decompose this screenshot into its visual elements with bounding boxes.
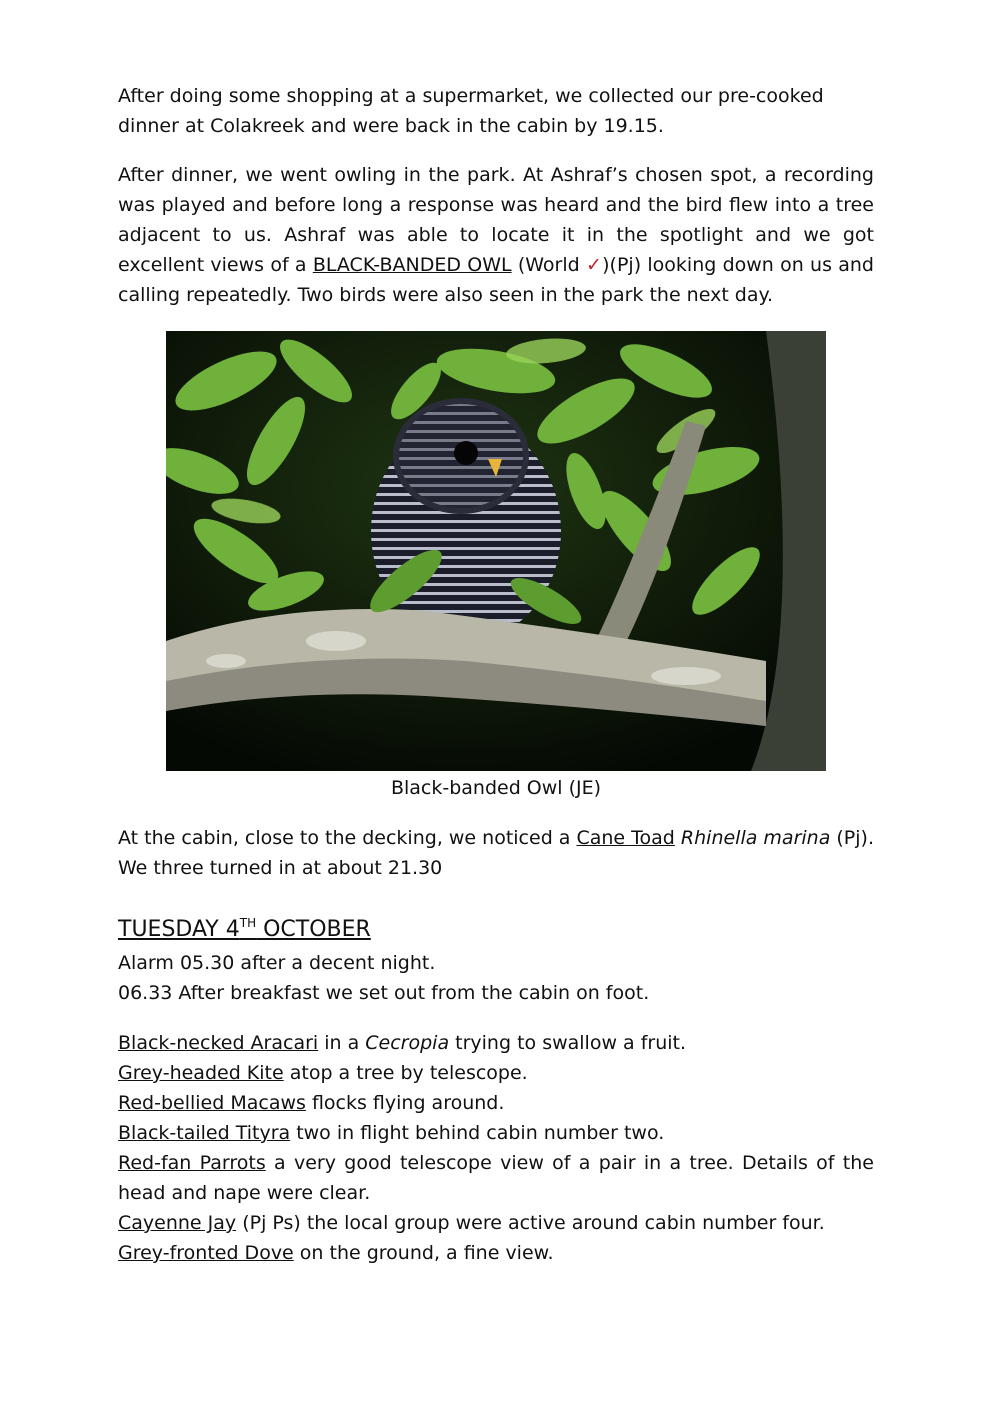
tick-icon: ✓: [585, 254, 603, 276]
sighting-item: Grey-fronted Dove on the ground, a fine view.: [118, 1242, 554, 1264]
sightings-list: [118, 1028, 874, 1268]
owl-photo: [166, 331, 826, 771]
species-cane-toad: Cane Toad: [576, 827, 675, 849]
day-heading: TUESDAY 4TH OCTOBER: [118, 916, 371, 942]
owl-illustration: [166, 331, 826, 771]
sighting-item: Cayenne Jay (Pj Ps) the local group were active around cabin number four.: [118, 1212, 825, 1234]
paragraph-cane-toad: At the cabin, close to the decking, we noticed a Cane Toad Rhinella marina (Pj). We three turned in at about 21.30: [118, 827, 874, 879]
sighting-item: Red-fan Parrots a very good telescope view of a pair in a tree. Details of the head and nape were clear.: [118, 1152, 874, 1204]
photo-caption: Black-banded Owl (JE): [390, 777, 602, 799]
sighting-item: Black-tailed Tityra two in flight behind cabin number two.: [118, 1122, 665, 1144]
species-black-banded-owl: BLACK-BANDED OWL: [312, 254, 512, 276]
morning-notes: [118, 948, 874, 1008]
sighting-item: Black-necked Aracari in a Cecropia trying to swallow a fruit.: [118, 1032, 687, 1054]
sighting-item: Red-bellied Macaws flocks flying around.: [118, 1092, 505, 1114]
paragraph-return: [118, 81, 874, 141]
paragraph-owling: After dinner, we went owling in the park. At Ashraf’s chosen spot, a recording was played and before long a response was heard and the bird flew into a tree adjacent to us. Ashraf was able to locate it in the spotlight and we got excellent views of a BLACK-BANDED OWL (World ✓)(Pj) looking down on us and calling repeatedly. Two birds were also seen in the park the next day.: [118, 164, 874, 306]
sighting-item: Grey-headed Kite atop a tree by telescope.: [118, 1062, 528, 1084]
breakfast-line: 06.33 After breakfast we set out from the cabin on foot.: [118, 982, 650, 1004]
paragraph-text: After doing some shopping at a supermarket, we collected our pre-cooked dinner at Colakreek and were back in the cabin by 19.15.: [118, 85, 824, 137]
alarm-line: Alarm 05.30 after a decent night.: [118, 952, 436, 974]
